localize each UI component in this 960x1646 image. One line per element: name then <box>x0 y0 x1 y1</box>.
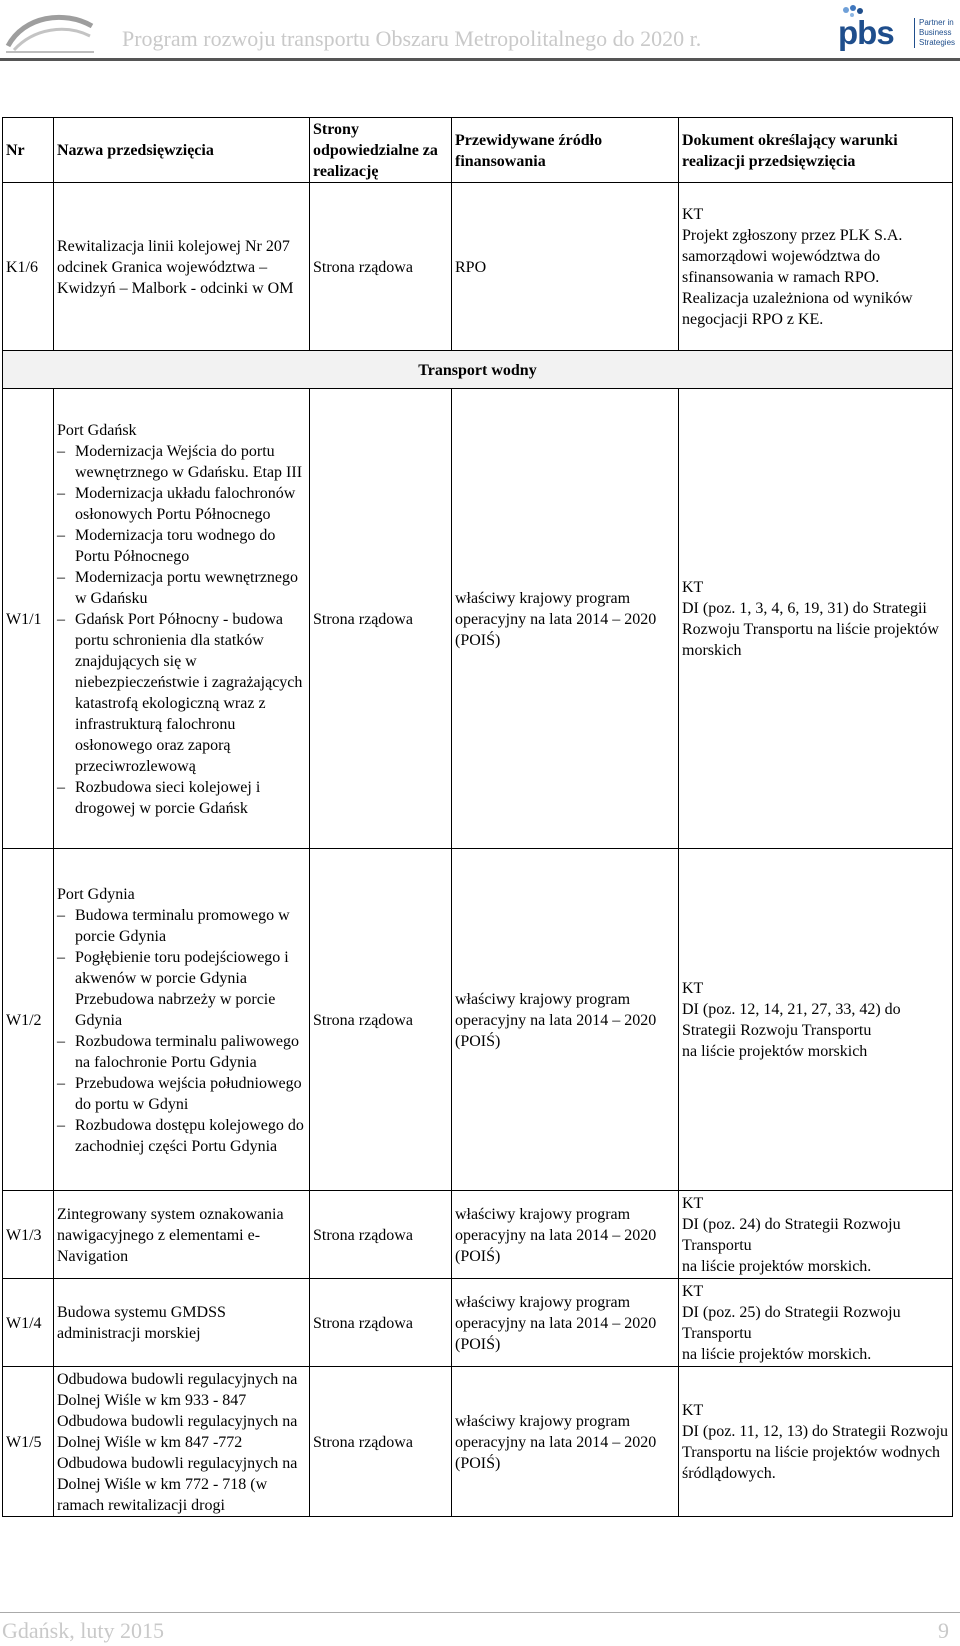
port-name: Port Gdynia <box>57 885 135 903</box>
row-nr: W1/1 <box>3 389 54 849</box>
footer-rule <box>0 1612 960 1613</box>
table-row <box>3 183 953 351</box>
list-item: – Gdańsk Port Północny - budowa portu schronienia dla statków znajdujących się w niebezpieczeństwie i zagrażających katastrofą ekologiczną wraz z infrastrukturą falochronu osłonowego oraz zaporą przeciwrozlewową <box>57 609 306 777</box>
row-nr: K1/6 <box>3 183 54 351</box>
table-row <box>3 1367 953 1517</box>
pbs-logo-tagline: Partner in Business Strategies <box>919 18 956 47</box>
row-nr: W1/4 <box>3 1279 54 1367</box>
row-strony: Strona rządowa <box>310 389 452 849</box>
list-item: – Modernizacja układu falochronów osłonowych Portu Północnego <box>57 483 306 525</box>
row-dokument: KT DI (poz. 1, 3, 4, 6, 19, 31) do Strategii Rozwoju Transportu na liście projektów morskich <box>679 389 953 849</box>
row-name <box>54 389 310 849</box>
table-row <box>3 1191 953 1279</box>
table-row <box>3 849 953 1191</box>
list-item: – Modernizacja portu wewnętrznego w Gdańsku <box>57 567 306 609</box>
table-row <box>3 1279 953 1367</box>
row-zrodlo: RPO <box>452 183 679 351</box>
column-header-nazwa: Nazwa przedsięwzięcia <box>54 118 310 183</box>
row-dokument: KT DI (poz. 24) do Strategii Rozwoju Transportu na liście projektów morskich. <box>679 1191 953 1279</box>
row-name: Odbudowa budowli regulacyjnych na Dolnej Wiśle w km 933 - 847 Odbudowa budowli regulacyjnych na Dolnej Wiśle w km 847 -772 Odbudowa budowli regulacyjnych na Dolnej Wiśle w km 772 - 718 (w ramach rewitalizacji drogi <box>54 1367 310 1517</box>
row-zrodlo: właściwy krajowy program operacyjny na lata 2014 – 2020 (POIŚ) <box>452 849 679 1191</box>
section-row <box>3 351 953 389</box>
row-nr: W1/5 <box>3 1367 54 1517</box>
row-strony: Strona rządowa <box>310 183 452 351</box>
row-strony: Strona rządowa <box>310 1367 452 1517</box>
column-header-zrodlo: Przewidywane źródło finansowania <box>452 118 679 183</box>
list-item: – Modernizacja toru wodnego do Portu Północnego <box>57 525 306 567</box>
row-zrodlo: właściwy krajowy program operacyjny na lata 2014 – 2020 (POIŚ) <box>452 1279 679 1367</box>
row-dokument: KT Projekt zgłoszony przez PLK S.A. samorządowi województwa do sfinansowania w ramach RPO. Realizacja uzależniona od wyników negocjacji RPO z KE. <box>679 183 953 351</box>
footer-place-date: Gdańsk, luty 2015 <box>2 1618 164 1643</box>
row-strony: Strona rządowa <box>310 1279 452 1367</box>
row-nr: W1/2 <box>3 849 54 1191</box>
row-zrodlo: właściwy krajowy program operacyjny na lata 2014 – 2020 (POIŚ) <box>452 1191 679 1279</box>
row-name: Zintegrowany system oznakowania nawigacyjnego z elementami e-Navigation <box>54 1191 310 1279</box>
pbs-logo-separator <box>914 18 915 48</box>
list-item: – Rozbudowa dostępu kolejowego do zachodniej części Portu Gdynia <box>57 1115 306 1157</box>
list-item: – Modernizacja Wejścia do portu wewnętrznego w Gdańsku. Etap III <box>57 441 306 483</box>
section-title: Transport wodny <box>3 351 953 389</box>
column-header-nr: Nr <box>3 118 54 183</box>
row-dokument: KT DI (poz. 11, 12, 13) do Strategii Rozwoju Transportu na liście projektów wodnych śródlądowych. <box>679 1367 953 1517</box>
page-header <box>0 0 960 62</box>
list-item: – Rozbudowa terminalu paliwowego na falochronie Portu Gdynia <box>57 1031 306 1073</box>
row-name <box>54 849 310 1191</box>
table-header-row <box>3 118 953 183</box>
row-dokument: KT DI (poz. 12, 14, 21, 27, 33, 42) do Strategii Rozwoju Transportu na liście projektów morskich <box>679 849 953 1191</box>
table-row <box>3 389 953 849</box>
row-zrodlo: właściwy krajowy program operacyjny na lata 2014 – 2020 (POIŚ) <box>452 1367 679 1517</box>
page-header-title: Program rozwoju transportu Obszaru Metropolitalnego do 2020 r. <box>122 26 702 51</box>
list-item: – Budowa terminalu promowego w porcie Gdynia <box>57 905 306 947</box>
row-dokument: KT DI (poz. 25) do Strategii Rozwoju Transportu na liście projektów morskich. <box>679 1279 953 1367</box>
pbs-logo: pbs <box>838 14 894 51</box>
page-number: 9 <box>938 1618 949 1643</box>
header-rule <box>0 58 960 61</box>
list-item: – Przebudowa wejścia południowego do portu w Gdyni <box>57 1073 306 1115</box>
row-strony: Strona rządowa <box>310 1191 452 1279</box>
row-zrodlo: właściwy krajowy program operacyjny na lata 2014 – 2020 (POIŚ) <box>452 389 679 849</box>
column-header-strony: Strony odpowiedzialne za realizację <box>310 118 452 183</box>
port-name: Port Gdańsk <box>57 421 137 439</box>
column-header-dokument: Dokument określający warunki realizacji przedsięwzięcia <box>679 118 953 183</box>
list-item: – Pogłębienie toru podejściowego i akwenów w porcie Gdynia Przebudowa nabrzeży w porcie Gdynia <box>57 947 306 1031</box>
row-name: Budowa systemu GMDSS administracji morskiej <box>54 1279 310 1367</box>
projects-table <box>2 117 953 1517</box>
row-nr: W1/3 <box>3 1191 54 1279</box>
row-strony: Strona rządowa <box>310 849 452 1191</box>
metropolis-logo-icon <box>4 6 96 56</box>
row-name: Rewitalizacja linii kolejowej Nr 207 odcinek Granica województwa – Kwidzyń – Malbork - odcinki w OM <box>54 183 310 351</box>
list-item: – Rozbudowa sieci kolejowej i drogowej w porcie Gdańsk <box>57 777 306 819</box>
